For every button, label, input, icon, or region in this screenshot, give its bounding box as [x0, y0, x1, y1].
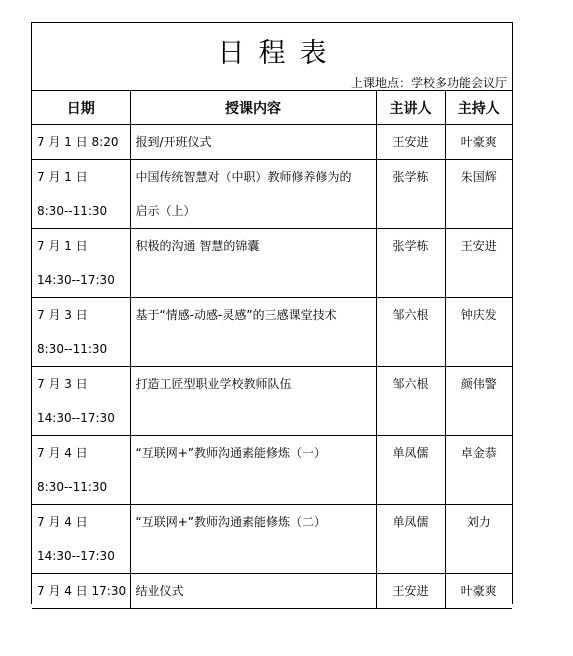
date-text: 7 月 3 日 [37, 308, 88, 322]
content-text: 中国传统智慧对（中职）教师修养修为的 [135, 170, 352, 184]
content-text: 报到/开班仪式 [135, 135, 212, 149]
date-cell [32, 436, 130, 505]
date-text: 7 月 4 日 17:30 [37, 584, 127, 598]
header-speaker: 主讲人 [376, 91, 445, 125]
host-cell: 刘力 [445, 505, 512, 574]
host-cell: 叶豪爽 [445, 125, 512, 160]
location-text: 上课地点：学校多功能会议厅 [350, 76, 507, 90]
date-cell [32, 505, 130, 574]
date-cell [32, 298, 130, 367]
table-row [32, 160, 512, 229]
date-cell [32, 229, 130, 298]
content-text: “互联网+”教师沟通素能修炼（一） [135, 446, 326, 460]
content-text: 基于“情感-动感-灵感”的三感课堂技术 [135, 308, 337, 322]
date-cell [32, 160, 130, 229]
date-text: 7 月 4 日 [37, 446, 88, 460]
table-row [32, 574, 512, 609]
date-text: 7 月 3 日 [37, 377, 88, 391]
host-cell: 颜伟警 [445, 367, 512, 436]
schedule-table [32, 91, 512, 609]
date-cell [32, 367, 130, 436]
title-area [32, 23, 512, 91]
header-row [32, 91, 512, 125]
table-row [32, 367, 512, 436]
time-text: 8:30--11:30 [37, 342, 108, 356]
content-cell [130, 505, 376, 574]
content-text: “互联网+”教师沟通素能修炼（二） [135, 515, 326, 529]
date-text: 7 月 1 日 [37, 170, 88, 184]
header-content: 授课内容 [130, 91, 376, 125]
host-cell: 卓金恭 [445, 436, 512, 505]
host-cell: 王安进 [445, 229, 512, 298]
time-text: 14:30--17:30 [37, 273, 115, 287]
table-row [32, 229, 512, 298]
header-host: 主持人 [445, 91, 512, 125]
table-row [32, 125, 512, 160]
speaker-cell: 邹六根 [376, 367, 445, 436]
content-cell [130, 298, 376, 367]
date-text: 7 月 1 日 [37, 239, 88, 253]
speaker-cell: 邹六根 [376, 298, 445, 367]
time-text: 14:30--17:30 [37, 549, 115, 563]
time-text: 8:30--11:30 [37, 204, 108, 218]
content-cell [130, 367, 376, 436]
date-text: 7 月 4 日 [37, 515, 88, 529]
table-row [32, 436, 512, 505]
content-cell [130, 229, 376, 298]
table-row [32, 298, 512, 367]
speaker-cell: 单凤儒 [376, 505, 445, 574]
host-cell: 叶豪爽 [445, 574, 512, 609]
content-cell [130, 125, 376, 160]
speaker-cell: 张学栋 [376, 160, 445, 229]
speaker-cell: 王安进 [376, 574, 445, 609]
content-text: 打造工匠型职业学校教师队伍 [135, 377, 292, 391]
speaker-cell: 王安进 [376, 125, 445, 160]
page-title: 日程表 [217, 38, 341, 69]
host-cell: 钟庆发 [445, 298, 512, 367]
content-text: 结业仪式 [135, 584, 184, 598]
date-cell [32, 125, 130, 160]
table-row [32, 505, 512, 574]
content-cell [130, 436, 376, 505]
time-text: 14:30--17:30 [37, 411, 115, 425]
schedule-sheet [31, 22, 513, 604]
date-text: 7 月 1 日 8:20 [37, 135, 119, 149]
content-cell [130, 574, 376, 609]
speaker-cell: 张学栋 [376, 229, 445, 298]
host-cell: 朱国辉 [445, 160, 512, 229]
header-date: 日期 [32, 91, 130, 125]
date-cell [32, 574, 130, 609]
content-text-continued: 启示（上） [135, 204, 196, 218]
content-cell [130, 160, 376, 229]
time-text: 8:30--11:30 [37, 480, 108, 494]
content-text: 积极的沟通 智慧的锦囊 [135, 239, 260, 253]
speaker-cell: 单凤儒 [376, 436, 445, 505]
